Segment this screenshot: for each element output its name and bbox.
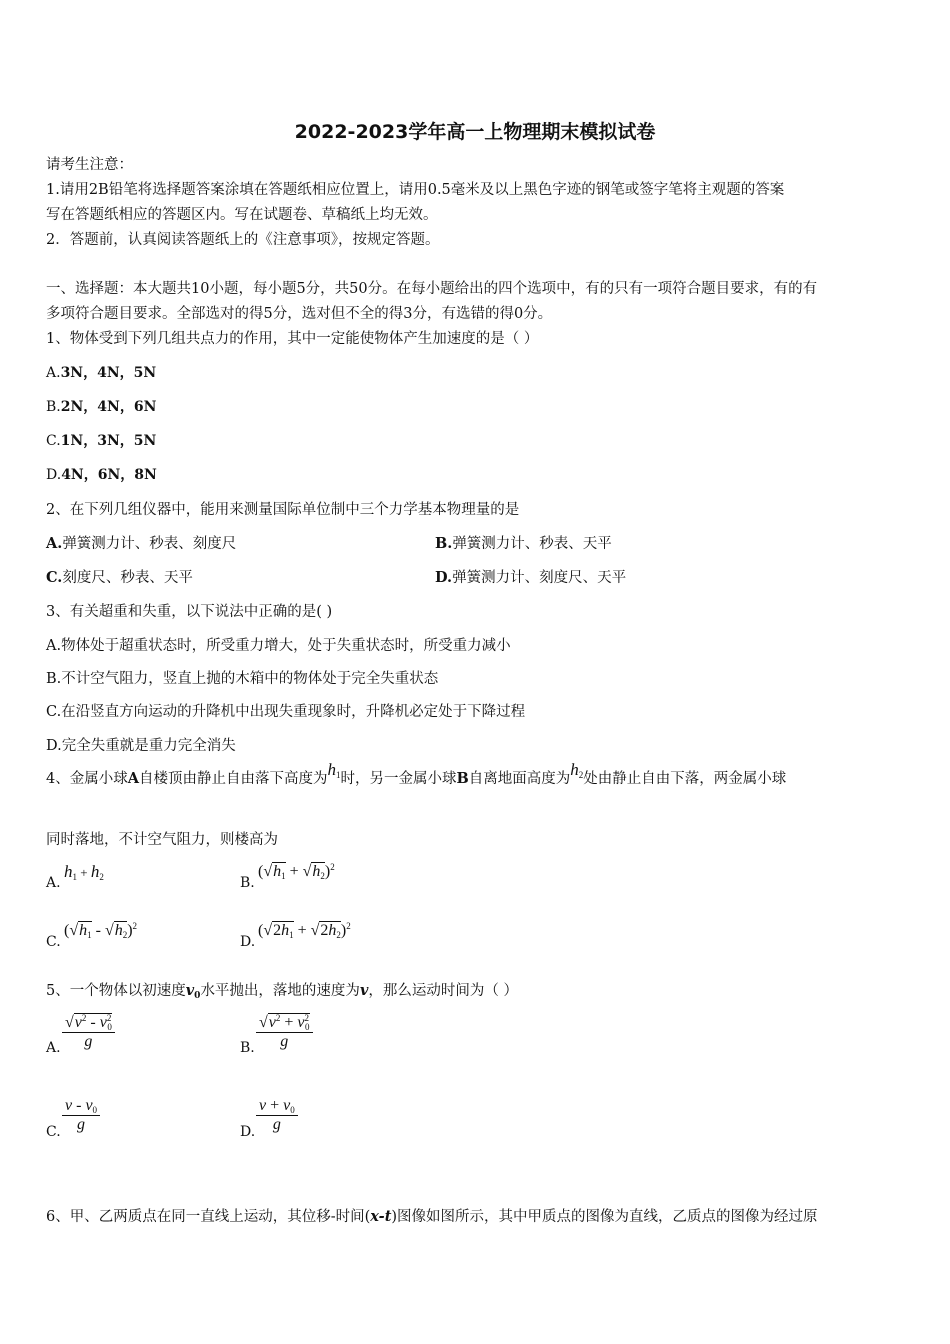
option-label: C.: [46, 569, 63, 586]
q6-stem: 6、甲、乙两质点在同一直线上运动，其位移-时间(x-t)图像如图所示，其中甲质点的图像为直线，乙质点的图像为经过原: [46, 1208, 818, 1225]
h2-symbol: $h_2$: [570, 760, 584, 780]
q3-option-d[interactable]: D.完全失重就是重力完全消失: [46, 738, 236, 754]
ball-b: B: [456, 770, 469, 787]
option-label: C.: [46, 433, 61, 449]
q4-stem-line-2: 同时落地，不计空气阻力，则楼高为: [46, 832, 278, 848]
option-text: 3N，4N，5N: [60, 365, 157, 381]
option-text: 4N，6N，8N: [61, 467, 157, 483]
q1-option-d[interactable]: [46, 464, 157, 484]
q3-option-c[interactable]: C.在沿竖直方向运动的升降机中出现失重现象时，升降机必定处于下降过程: [46, 704, 526, 720]
xt-symbol: x-t: [370, 1208, 392, 1225]
q4-option-b-formula: $(√h_1 + √h_2)^2$: [258, 862, 335, 881]
q2-option-d[interactable]: [435, 566, 626, 587]
q5-option-d-label[interactable]: D.: [240, 1124, 256, 1140]
q5-option-a-formula: $\frac{√v^2 - v^2_0}{g}$: [62, 1013, 115, 1051]
option-label: B.: [46, 399, 61, 415]
h1-symbol: $h_1$: [327, 760, 341, 780]
q2-option-b[interactable]: [435, 532, 612, 553]
q1-option-a[interactable]: [46, 362, 156, 382]
q3-option-a[interactable]: A.物体处于超重状态时，所受重力增大，处于失重状态时，所受重力减小: [46, 638, 511, 654]
option-text: 刻度尺、秒表、天平: [62, 570, 193, 586]
q1-stem: 1、物体受到下列几组共点力的作用，其中一定能使物体产生加速度的是（ ）: [46, 331, 539, 347]
ball-a: A: [127, 770, 139, 787]
option-label: D.: [435, 569, 453, 586]
notice-line-1a: 1.请用2B铅笔将选择题答案涂填在答题纸相应位置上，请用0.5毫米及以上黑色字迹的钢笔或签字笔将主观题的答案: [46, 182, 785, 198]
option-label: B.: [435, 535, 453, 552]
q1-option-b[interactable]: [46, 396, 156, 416]
q2-option-a[interactable]: [46, 532, 236, 553]
q5-option-b-formula: $\frac{√v^2 + v^2_0}{g}$: [256, 1013, 313, 1051]
q4-option-b-label[interactable]: B.: [240, 875, 255, 891]
q2-stem: 2、在下列几组仪器中，能用来测量国际单位制中三个力学基本物理量的是: [46, 502, 520, 518]
q4-option-c-label[interactable]: C.: [46, 934, 61, 950]
q2-option-c[interactable]: [46, 566, 193, 587]
q3-stem: 3、有关超重和失重，以下说法中正确的是( ): [46, 604, 333, 620]
q4-option-d-label[interactable]: D.: [240, 934, 256, 950]
page-title: 2022-2023学年高一上物理期末模拟试卷: [294, 121, 656, 143]
v-symbol: v: [359, 982, 369, 999]
notice-heading: 请考生注意：: [46, 157, 133, 173]
q4-option-c-formula: $(√h_1 - √h_2)^2$: [64, 921, 138, 940]
section-line-2: 多项符合题目要求。全部选对的得5分，选对但不全的得3分，有选错的得0分。: [46, 306, 553, 322]
option-label: A.: [46, 365, 61, 381]
q5-option-a-label[interactable]: A.: [46, 1040, 61, 1056]
option-text: 弹簧测力计、秒表、天平: [452, 536, 612, 552]
q5-stem: 5、一个物体以初速度$v_0$水平抛出，落地的速度为v，那么运动时间为（ ）: [46, 982, 518, 1001]
q3-option-b[interactable]: B.不计空气阻力，竖直上抛的木箱中的物体处于完全失重状态: [46, 671, 439, 687]
v0-symbol: $v_0$: [185, 982, 201, 1001]
notice-line-1b: 写在答题纸相应的答题区内。写在试题卷、草稿纸上均无效。: [46, 207, 438, 223]
q5-option-c-label[interactable]: C.: [46, 1124, 61, 1140]
q4-stem: 4、金属小球A自楼顶由静止自由落下高度为$h_1$时，另一金属小球B自离地面高度为$h_2$处由静止自由下落，两金属小球: [46, 760, 787, 787]
option-text: 弹簧测力计、秒表、刻度尺: [62, 536, 237, 552]
q5-option-b-label[interactable]: B.: [240, 1040, 255, 1056]
option-label: A.: [46, 535, 63, 552]
q4-option-d-formula: $(√2h_1 + √2h_2)^2$: [258, 921, 351, 940]
section-line-1: 一、选择题：本大题共10小题，每小题5分，共50分。在每小题给出的四个选项中，有的只有一项符合题目要求，有的有: [46, 281, 818, 297]
option-text: 弹簧测力计、刻度尺、天平: [452, 570, 627, 586]
q1-option-c[interactable]: [46, 430, 156, 450]
option-text: 2N，4N，6N: [60, 399, 157, 415]
option-label: D.: [46, 467, 62, 483]
option-text: 1N，3N，5N: [60, 433, 157, 449]
q5-option-d-formula: $\frac{v + v_0}{g}$: [256, 1097, 298, 1134]
q5-option-c-formula: $\frac{v - v_0}{g}$: [62, 1097, 100, 1134]
q4-option-a-label[interactable]: A.: [46, 875, 61, 891]
q4-option-a-formula: $h_1 + h_2$: [64, 862, 104, 882]
notice-line-2: 2．答题前，认真阅读答题纸上的《注意事项》，按规定答题。: [46, 232, 440, 248]
